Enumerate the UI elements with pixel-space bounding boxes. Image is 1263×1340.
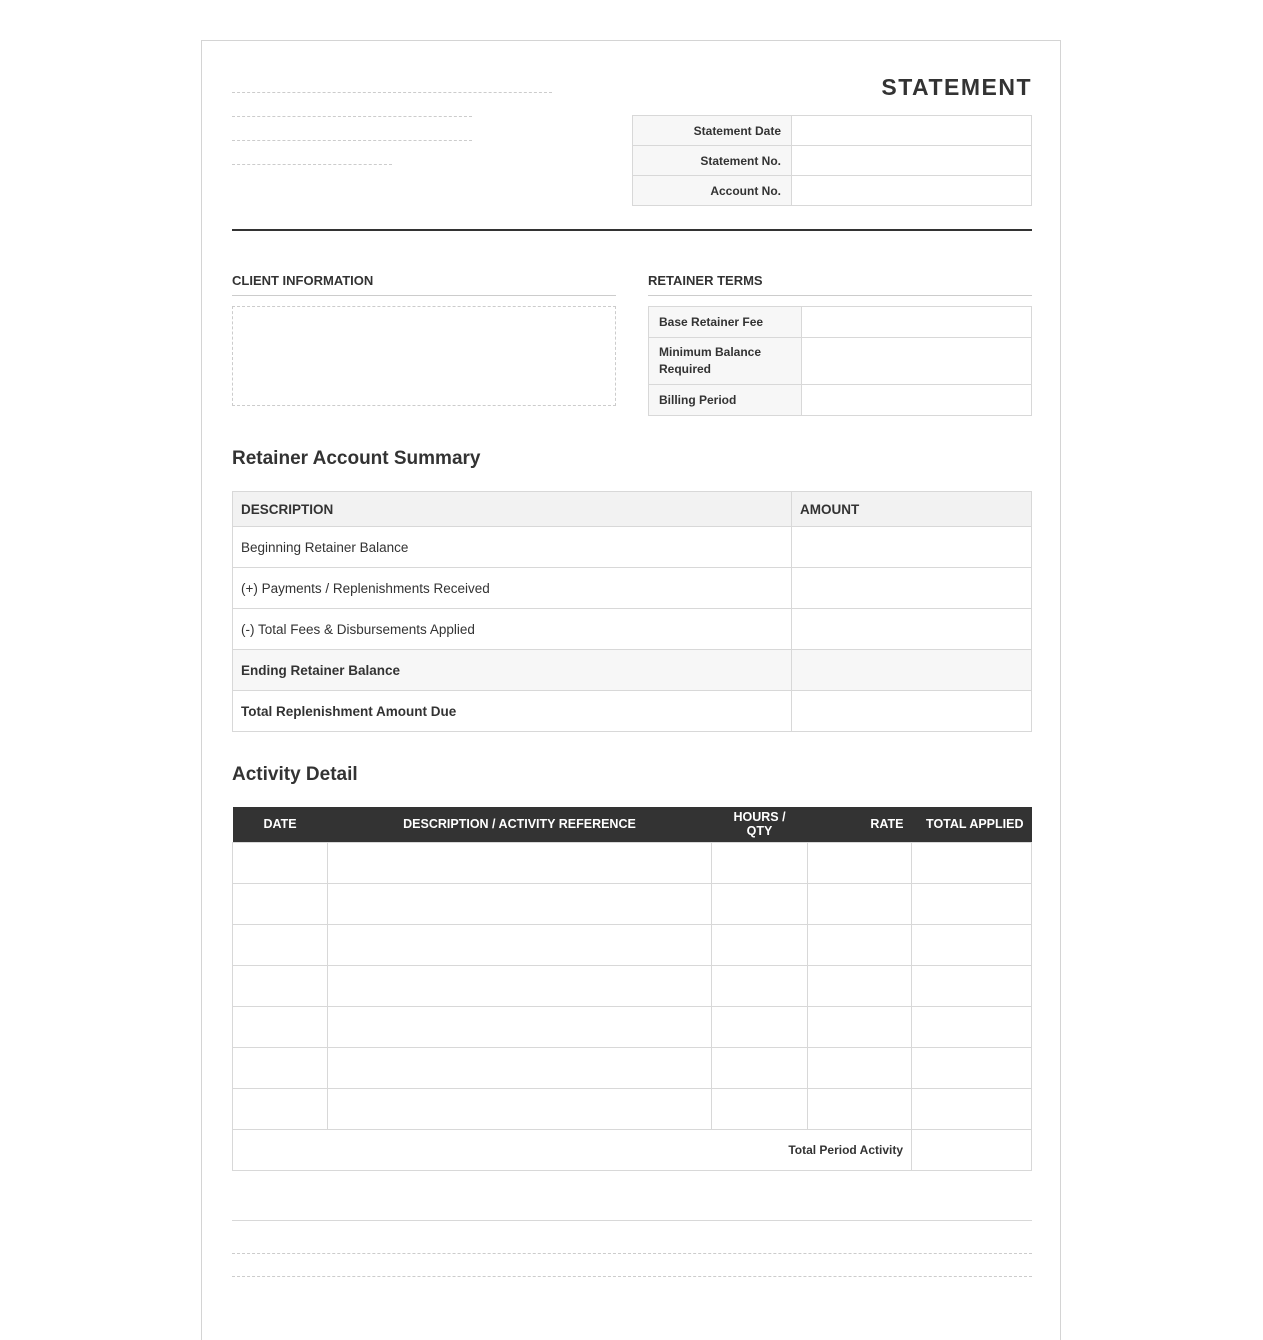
hours-cell[interactable]	[712, 924, 808, 965]
total-period-activity-label: Total Period Activity	[233, 1129, 912, 1170]
hours-cell[interactable]	[712, 842, 808, 883]
table-row	[233, 965, 1032, 1006]
summary-description: (-) Total Fees & Disbursements Applied	[233, 609, 792, 650]
activity-header-row	[233, 807, 1032, 842]
rate-cell[interactable]	[808, 842, 912, 883]
summary-row	[233, 527, 1032, 568]
terms-row	[649, 307, 1032, 338]
statement-page	[201, 40, 1061, 1340]
column-header: DATE	[233, 807, 328, 842]
rate-cell[interactable]	[808, 1006, 912, 1047]
summary-description: Ending Retainer Balance	[233, 650, 792, 691]
document-title: STATEMENT	[881, 74, 1032, 100]
date-cell[interactable]	[233, 1088, 328, 1129]
sender-address-line[interactable]	[232, 116, 472, 117]
description-cell[interactable]	[328, 965, 712, 1006]
rate-cell[interactable]	[808, 1047, 912, 1088]
footer-divider	[232, 1220, 1032, 1221]
description-cell[interactable]	[328, 883, 712, 924]
table-row	[233, 842, 1032, 883]
description-cell[interactable]	[328, 1006, 712, 1047]
activity-heading: Activity Detail	[232, 764, 358, 785]
total-applied-cell[interactable]	[912, 883, 1032, 924]
hours-cell[interactable]	[712, 1006, 808, 1047]
client-info-heading: CLIENT INFORMATION	[232, 273, 616, 296]
retainer-terms-table	[648, 306, 1032, 416]
terms-label: Minimum Balance Required	[649, 338, 802, 385]
date-cell[interactable]	[233, 1047, 328, 1088]
footer-note-line[interactable]	[232, 1253, 1032, 1254]
total-applied-cell[interactable]	[912, 924, 1032, 965]
summary-header-row	[233, 492, 1032, 527]
description-cell[interactable]	[328, 842, 712, 883]
total-applied-cell[interactable]	[912, 1047, 1032, 1088]
account-number-field[interactable]	[792, 176, 1032, 206]
meta-row	[633, 176, 1032, 206]
summary-row	[233, 650, 1032, 691]
meta-row	[633, 116, 1032, 146]
table-row	[233, 883, 1032, 924]
total-period-activity-field[interactable]	[912, 1129, 1032, 1170]
rate-cell[interactable]	[808, 965, 912, 1006]
hours-cell[interactable]	[712, 1047, 808, 1088]
meta-label: Account No.	[633, 176, 792, 206]
total-applied-cell[interactable]	[912, 1088, 1032, 1129]
meta-row	[633, 146, 1032, 176]
statement-meta-table	[632, 115, 1032, 206]
table-row	[233, 1006, 1032, 1047]
column-header: DESCRIPTION	[233, 492, 792, 527]
summary-amount-field[interactable]	[792, 609, 1032, 650]
hours-cell[interactable]	[712, 965, 808, 1006]
terms-label: Base Retainer Fee	[649, 307, 802, 338]
date-cell[interactable]	[233, 965, 328, 1006]
summary-description: Beginning Retainer Balance	[233, 527, 792, 568]
activity-table	[232, 807, 1032, 1171]
description-cell[interactable]	[328, 1047, 712, 1088]
column-header: AMOUNT	[792, 492, 1032, 527]
terms-row	[649, 385, 1032, 416]
summary-amount-field[interactable]	[792, 568, 1032, 609]
sender-address-line[interactable]	[232, 92, 552, 93]
summary-row	[233, 691, 1032, 732]
hours-cell[interactable]	[712, 883, 808, 924]
activity-body	[233, 842, 1032, 1170]
column-header: RATE	[808, 807, 912, 842]
sender-address-line[interactable]	[232, 164, 392, 165]
date-cell[interactable]	[233, 842, 328, 883]
statement-date-field[interactable]	[792, 116, 1032, 146]
table-row	[233, 1047, 1032, 1088]
client-info-box[interactable]	[232, 306, 616, 406]
description-cell[interactable]	[328, 924, 712, 965]
description-cell[interactable]	[328, 1088, 712, 1129]
summary-table	[232, 491, 1032, 732]
summary-description: (+) Payments / Replenishments Received	[233, 568, 792, 609]
rate-cell[interactable]	[808, 924, 912, 965]
total-applied-cell[interactable]	[912, 842, 1032, 883]
total-applied-cell[interactable]	[912, 1006, 1032, 1047]
meta-label: Statement Date	[633, 116, 792, 146]
date-cell[interactable]	[233, 883, 328, 924]
rate-cell[interactable]	[808, 883, 912, 924]
summary-description: Total Replenishment Amount Due	[233, 691, 792, 732]
retainer-terms-heading: RETAINER TERMS	[648, 273, 1032, 296]
summary-row	[233, 609, 1032, 650]
rate-cell[interactable]	[808, 1088, 912, 1129]
column-header: HOURS / QTY	[712, 807, 808, 842]
statement-number-field[interactable]	[792, 146, 1032, 176]
meta-label: Statement No.	[633, 146, 792, 176]
hours-cell[interactable]	[712, 1088, 808, 1129]
date-cell[interactable]	[233, 924, 328, 965]
total-applied-cell[interactable]	[912, 965, 1032, 1006]
footer-note-line[interactable]	[232, 1276, 1032, 1277]
summary-amount-field[interactable]	[792, 650, 1032, 691]
summary-heading: Retainer Account Summary	[232, 448, 481, 469]
header-divider	[232, 229, 1032, 231]
sender-address-line[interactable]	[232, 140, 472, 141]
table-row	[233, 1088, 1032, 1129]
terms-label: Billing Period	[649, 385, 802, 416]
date-cell[interactable]	[233, 1006, 328, 1047]
summary-row	[233, 568, 1032, 609]
activity-total-row	[233, 1129, 1032, 1170]
minimum-balance-field[interactable]	[802, 338, 1032, 385]
summary-amount-field[interactable]	[792, 527, 1032, 568]
table-row	[233, 924, 1032, 965]
billing-period-field[interactable]	[802, 385, 1032, 416]
terms-row	[649, 338, 1032, 385]
summary-amount-field[interactable]	[792, 691, 1032, 732]
column-header: DESCRIPTION / ACTIVITY REFERENCE	[328, 807, 712, 842]
column-header: TOTAL APPLIED	[912, 807, 1032, 842]
base-retainer-fee-field[interactable]	[802, 307, 1032, 338]
